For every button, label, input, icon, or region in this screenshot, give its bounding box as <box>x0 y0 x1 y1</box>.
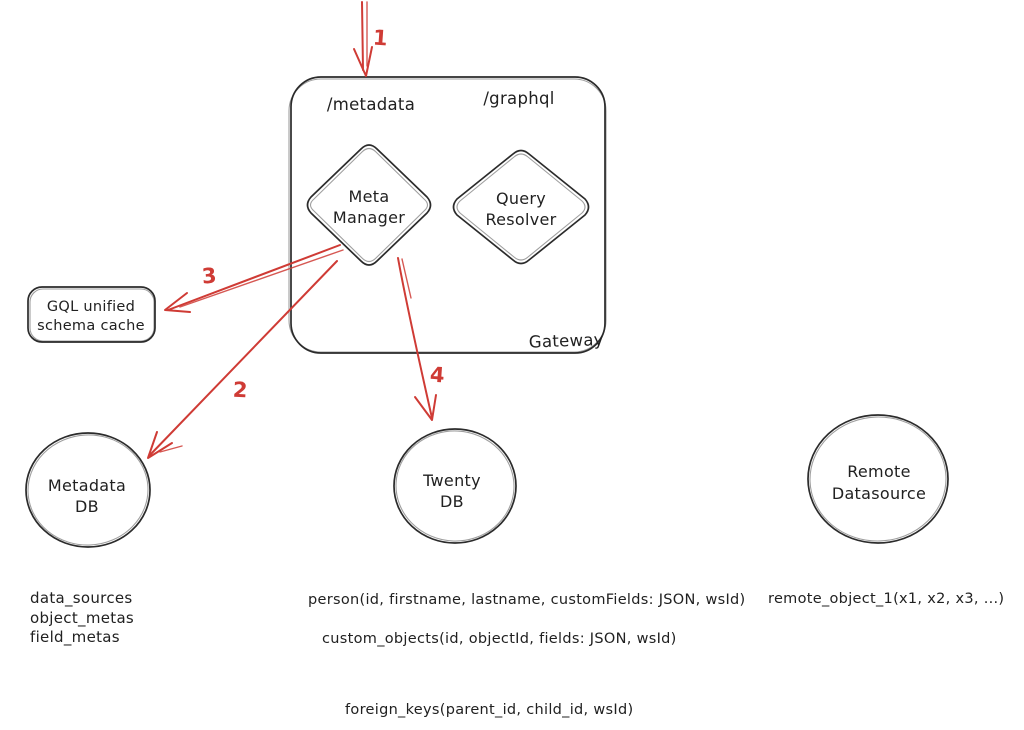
arrow-4-label: 4 <box>429 362 446 388</box>
metadata-db-label-line2: DB <box>75 497 99 516</box>
twenty-db-label-line1: Twenty <box>423 471 481 490</box>
schema-cache-node <box>28 287 155 342</box>
query-resolver-label-line2: Resolver <box>485 210 557 229</box>
twenty-db-table-person: person(id, firstname, lastname, customFields: JSON, wsId) <box>308 592 746 608</box>
gateway-route-graphql: /graphql <box>483 89 555 108</box>
twenty-db-label-line2: DB <box>440 492 464 511</box>
arrow-1 <box>354 2 389 76</box>
arrow-4-line-sketch <box>402 259 411 298</box>
metadata-db-table-2: object_metas <box>30 609 135 627</box>
remote-datasource-tables <box>768 591 1004 607</box>
metadata-db-label-line1: Metadata <box>47 476 127 495</box>
meta-manager-label-line2: Manager <box>332 208 406 227</box>
arrow-2 <box>148 261 337 458</box>
remote-table-object-1: remote_object_1(x1, x2, x3, ...) <box>768 591 1005 607</box>
twenty-db-tables <box>308 592 746 718</box>
gateway-route-metadata: /metadata <box>326 95 416 114</box>
arrow-1-line <box>362 2 363 70</box>
arrow-4 <box>398 258 446 420</box>
meta-manager-node <box>308 145 431 265</box>
metadata-db-table-1: data_sources <box>30 589 133 607</box>
twenty-db-table-custom-objects: custom_objects(id, objectId, fields: JSON, wsId) <box>322 631 677 647</box>
arrow-3-label: 3 <box>200 263 218 289</box>
metadata-db-table-3: field_metas <box>30 628 120 646</box>
schema-cache-label-line2: schema cache <box>37 318 145 334</box>
metadata-db-node <box>25 432 151 548</box>
schema-cache-label-line1: GQL unified <box>46 299 136 315</box>
meta-manager-label-line1: Meta <box>348 187 390 206</box>
arrow-2-line <box>149 261 337 456</box>
twenty-db-table-foreign-keys: foreign_keys(parent_id, child_id, wsId) <box>345 702 634 718</box>
arrow-3 <box>165 245 343 312</box>
arrow-3-line <box>168 245 340 310</box>
query-resolver-node <box>454 151 589 264</box>
arrow-1-label: 1 <box>372 25 389 51</box>
gateway-label: Gateway <box>528 330 605 352</box>
remote-datasource-label-line1: Remote <box>847 462 911 481</box>
twenty-db-node <box>393 428 517 544</box>
remote-datasource-label-line2: Datasource <box>831 484 927 503</box>
query-resolver-label-line1: Query <box>495 189 547 208</box>
metadata-db-tables <box>30 589 134 647</box>
arrow-2-label: 2 <box>232 377 249 403</box>
arrow-4-head <box>415 395 436 420</box>
arrow-4-line <box>398 258 432 418</box>
remote-datasource-node <box>808 415 948 544</box>
